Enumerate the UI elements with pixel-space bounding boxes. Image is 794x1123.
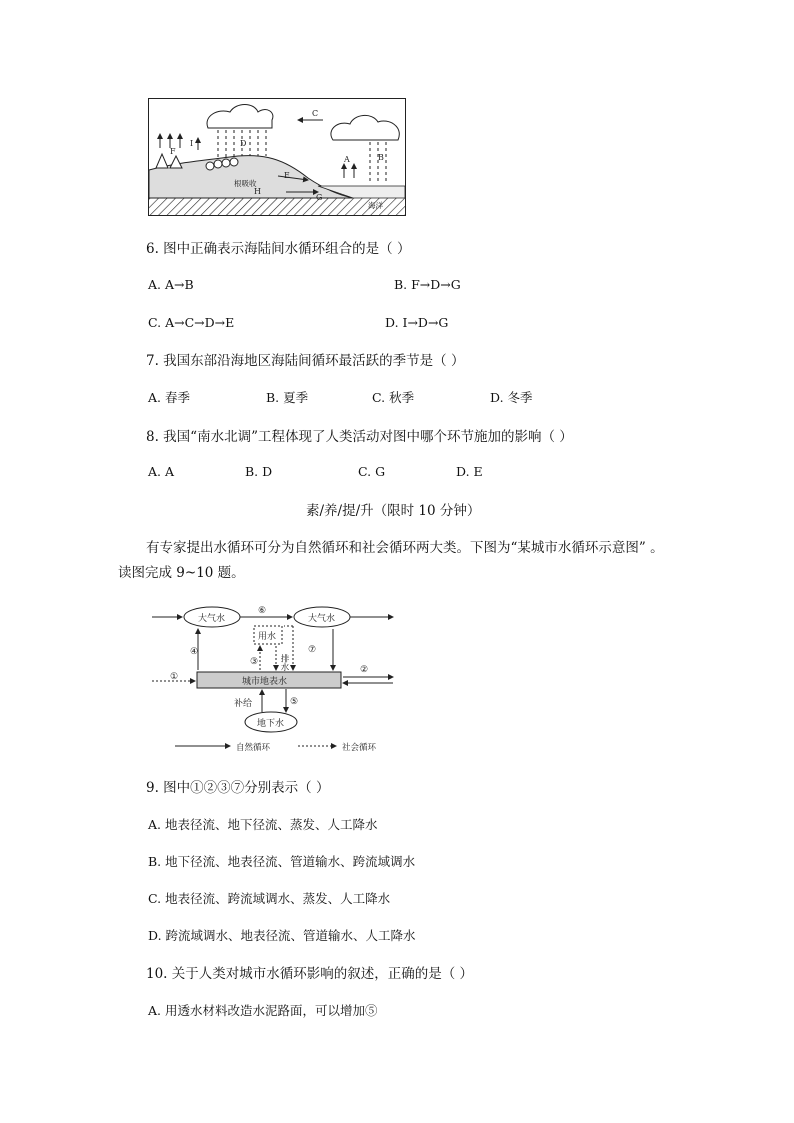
intro-line-2: 读图完成 9~10 题。	[118, 565, 245, 581]
q8-option-a: A. A	[148, 464, 175, 479]
label-e: E	[284, 171, 290, 180]
q9-stem: 9. 图中①②③⑦分别表示（ ）	[146, 780, 330, 796]
label-g: G	[316, 193, 323, 202]
q8-option-d: D. E	[456, 464, 483, 479]
label-b: B	[378, 153, 384, 162]
legend-natural: 自然循环	[236, 743, 271, 753]
q9-option-a: A. 地表径流、地下径流、蒸发、人工降水	[148, 817, 378, 832]
n7-label: ⑦	[308, 645, 317, 655]
section-title: 素/养/提/升（限时 10 分钟）	[306, 503, 481, 519]
q6-option-b: B. F→D→G	[394, 277, 461, 292]
recharge-label: 补给	[234, 699, 253, 709]
n5-label: ⑤	[290, 697, 299, 707]
label-d: D	[240, 139, 247, 148]
atmos-left-label: 大气水	[198, 614, 226, 624]
label-i: I	[190, 139, 194, 148]
q6-option-a: A. A→B	[148, 277, 194, 292]
water-cycle-figure	[148, 98, 406, 216]
q6-option-c: C. A→C→D→E	[148, 315, 235, 330]
q7-option-c: C. 秋季	[372, 390, 415, 405]
q9-option-b: B. 地下径流、地表径流、管道输水、跨流域调水	[148, 854, 416, 869]
q9-option-d: D. 跨流域调水、地表径流、管道输水、人工降水	[148, 928, 416, 943]
q6-option-d: D. I→D→G	[385, 315, 449, 330]
n6-label: ⑥	[258, 606, 267, 616]
q10-stem: 10. 关于人类对城市水循环影响的叙述，正确的是（ ）	[146, 966, 474, 982]
label-h: H	[254, 187, 261, 196]
q7-option-b: B. 夏季	[266, 390, 309, 405]
label-a: A	[344, 155, 350, 164]
urban-water-cycle-figure	[150, 600, 395, 755]
drain-water-label-1: 排水	[279, 654, 289, 671]
groundwater-label: 地下水	[257, 719, 285, 729]
n2-label: ②	[360, 665, 369, 675]
n3-label: ③	[250, 657, 259, 667]
n1-label: ①	[170, 672, 179, 682]
q8-option-b: B. D	[245, 464, 273, 479]
q9-option-c: C. 地表径流、跨流域调水、蒸发、人工降水	[148, 891, 391, 906]
surface-water-label: 城市地表水	[242, 677, 288, 687]
q7-option-d: D. 冬季	[490, 390, 533, 405]
legend-social: 社会循环	[342, 743, 377, 753]
ocean-label: 海洋	[368, 201, 383, 210]
intro-line-1: 有专家提出水循环可分为自然循环和社会循环两大类。下图为“某城市水循环示意图” 。	[146, 540, 664, 556]
q7-stem: 7. 我国东部沿海地区海陆间循环最活跃的季节是（ ）	[146, 353, 465, 369]
q10-option-a: A. 用透水材料改造水泥路面，可以增加⑤	[148, 1003, 378, 1018]
label-f: F	[170, 147, 176, 156]
q8-stem: 8. 我国“南水北调”工程体现了人类活动对图中哪个环节施加的影响（ ）	[146, 429, 573, 445]
n4-label: ④	[190, 647, 199, 657]
q8-option-c: C. G	[358, 464, 386, 479]
label-c: C	[312, 109, 319, 118]
q6-stem: 6. 图中正确表示海陆间水循环组合的是（ ）	[146, 241, 411, 257]
use-water-label: 用水	[258, 632, 277, 642]
root-absorb-label: 根吸收	[234, 179, 257, 188]
q7-option-a: A. 春季	[148, 390, 190, 405]
atmos-right-label: 大气水	[308, 614, 336, 624]
